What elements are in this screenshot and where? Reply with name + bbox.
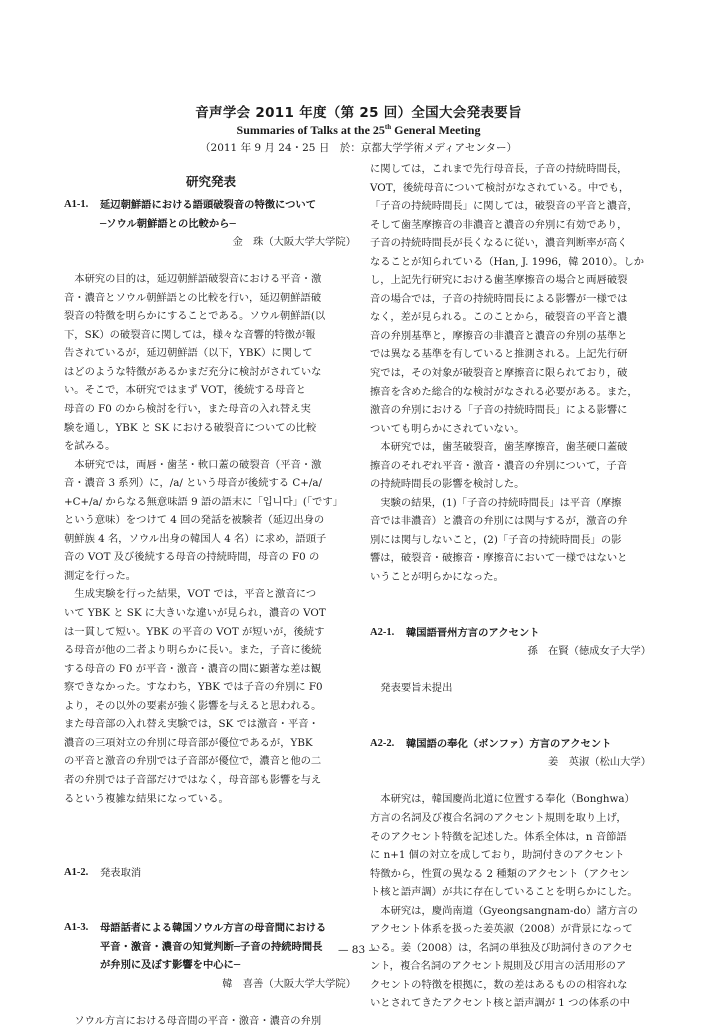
text-line: 子音の持続時間長が長くなるに従い，濃音判断率が高く	[370, 237, 628, 250]
abstract-number: A2-2.	[370, 737, 395, 749]
subtitle-superscript: th	[384, 123, 392, 131]
text-line: という意味）をつけて 4 回の発話を被験者（延辺出身の	[64, 514, 325, 527]
text-line: する母音の F0 が平音・激音・濃音の間に顕著な差は観	[64, 662, 322, 675]
abstract-a2-1	[370, 624, 653, 698]
text-line: 方言の名詞及び複合名詞のアクセント規則を取り上げ，	[370, 811, 627, 824]
abstract-heading	[64, 919, 358, 938]
text-line: 究では，その対象が破裂音と摩擦音に限られており，破	[370, 367, 628, 380]
text-line: 濃音の三項対立の弁別に母音部が優位であるが，YBK	[64, 736, 313, 749]
abstract-a2-2	[370, 735, 653, 1013]
text-line: 激音の弁別における「子音の持続時間長」による影響に	[370, 404, 628, 417]
text-line: の平音と激音の弁別では子音部が優位で，濃音と他の二	[64, 755, 322, 768]
text-line: 音の場合では，子音の持続時間長による影響が一様では	[370, 292, 628, 305]
text-line: 験を通し，YBK と SK における破裂音についての比較	[64, 421, 317, 434]
abstract-number: A2-1.	[370, 626, 395, 638]
paragraph	[370, 494, 653, 587]
paragraph-start: ソウル方言における母音間の平音・激音・濃音の弁別	[74, 1014, 322, 1027]
text-line: は一貫して短い。YBK の平音の VOT が短いが，後続す	[64, 625, 325, 638]
paragraph	[370, 438, 653, 494]
abstract-heading	[370, 735, 653, 754]
text-line: 本研究では，両唇・歯茎・軟口蓋の破裂音（平音・激	[74, 458, 322, 471]
text-line: 実験の結果，(1)「子音の持続時間長」は平音（摩擦	[380, 496, 622, 509]
abstract-heading	[64, 196, 358, 215]
text-line: 本研究の目的は，延辺朝鮮語破裂音における平音・激	[74, 273, 322, 286]
abstract-title: 発表取消	[100, 866, 142, 879]
text-line: 擦音を含めた総合的な検討がなされる必要がある。また，	[370, 385, 638, 398]
paragraph	[370, 790, 653, 901]
text-line: 音では非濃音）と濃音の弁別には関与するが，激音の弁	[370, 515, 628, 528]
abstract-author: 姜 英淑（松山大学）	[548, 756, 651, 769]
text-line: VOT，後続母音について検討がなされている。中でも，	[370, 181, 630, 194]
text-line: る母音が他の二者より明らかに長い。また，子音に後続	[64, 644, 322, 657]
text-line: 朝鮮族 4 名，ソウル出身の韓国人 4 名）に求め，語頭子	[64, 532, 327, 545]
text-line: なく，差が見られる。このことから，破裂音の平音と濃	[370, 311, 628, 324]
abstract-author: 孫 在賢（徳成女子大学）	[527, 645, 651, 658]
text-line: いうことが明らかになった。	[370, 571, 504, 584]
text-line: より，その以外の要素が強く影響を与えると思われる。	[64, 699, 322, 712]
text-line: +C+/a/ からなる無意味語 9 語の語末に「입니다」(「です」	[64, 495, 343, 508]
text-line: 告されているが，延辺朝鮮語（以下，YBK）に関して	[64, 347, 313, 360]
text-line: いる。姜（2008）は，名詞の単独及び助詞付きのアクセ	[370, 941, 633, 954]
text-line: 下，SK）の破裂音に関しては，様々な音響的特徴が報	[64, 328, 316, 341]
text-line: るという複雑な結果になっている。	[64, 792, 229, 805]
text-line: 特徴から，性質の異なる 2 種類のアクセント（アクセン	[370, 867, 630, 880]
text-line: 本研究は，韓国慶尚北道に位置する奉化（Bonghwa）	[380, 793, 635, 806]
text-line: 擦音のそれぞれ平音・激音・濃音の弁別について，子音	[370, 459, 628, 472]
text-line: クセントの特徴を根拠に，数の差はあるものの相容れな	[370, 978, 628, 991]
left-column	[64, 160, 358, 1030]
text-line: そのアクセント特徴を記述した。体系全体は，n 音節語	[370, 830, 627, 843]
text-line: 響は，破裂音・破擦音・摩擦音において一様ではないと	[370, 552, 628, 565]
text-line: ついても明らかにされていない。	[370, 422, 525, 435]
section-title: 研究発表	[185, 174, 236, 189]
paragraph-continued	[370, 160, 653, 438]
abstract-title-line: 平音・激音・濃音の知覚判断─子音の持続時間長	[100, 940, 323, 953]
abstract-author: 金 珠（大阪大学大学院）	[232, 236, 356, 249]
text-line: い。そこで，本研究ではまず VOT，後続する母音と	[64, 384, 306, 397]
text-line: 音の VOT 及び後続する母音の持続時間，母音の F0 の	[64, 551, 320, 564]
paragraph	[64, 270, 358, 455]
text-line: 本研究は，慶尚南道（Gyeongsangnam-do）諸方言の	[380, 904, 638, 917]
text-line: では異なる基準を有していると推測される。上記先行研	[370, 348, 628, 361]
page-title: 音声学会 2011 年度（第 25 回）全国大会発表要旨	[195, 105, 522, 121]
abstract-title: 延辺朝鮮語における語頭破裂音の特徴について	[100, 199, 317, 211]
abstract-number: A1-3.	[64, 922, 89, 934]
text-line: に関しては，これまで先行母音長，子音の持続時間長，	[370, 163, 628, 175]
text-line: いて YBK と SK に大きいな違いが見られ，濃音の VOT	[64, 607, 326, 620]
abstract-title: 韓国語の奉化（ボンファ）方言のアクセント	[406, 737, 612, 750]
text-line: 「子音の持続時間長」に関しては，破裂音の平音と濃音，	[370, 200, 638, 213]
text-line: を試みる。	[64, 440, 116, 453]
abstract-subtitle: ─ソウル朝鮮語との比較から─	[100, 217, 236, 230]
abstract-author: 韓 喜善（大阪大学大学院）	[222, 977, 356, 990]
text-line: いとされてきたアクセント核と語声調が 1 つの体系の中	[370, 997, 630, 1010]
text-line: に n+1 個の対立を成しており，助詞付きのアクセント	[370, 849, 625, 862]
abstract-a1-3	[64, 919, 358, 1030]
text-line: 測定を行った。	[64, 569, 137, 582]
text-line: 音・濃音 3 系列）に，/a/ という母音が後続する C+/a/	[64, 477, 322, 490]
text-line: 察できなかった。すなわち，YBK では子音の弁別に F0	[64, 681, 323, 694]
paragraph	[370, 902, 653, 1013]
text-line: 母音の F0 のから検討を行い，また母音の入れ替え実	[64, 403, 311, 416]
page-number: — 83 —	[337, 944, 380, 956]
text-line: アクセント体系を扱った姜英淑（2008）が背景になって	[370, 923, 633, 936]
text-line: なることが知られている（Han, J. 1996，韓 2010）。しか	[370, 255, 645, 268]
text-line: 生成実験を行った結果，VOT では，平音と激音につ	[74, 588, 317, 601]
text-line: 音・濃音とソウル朝鮮語との比較を行い，延辺朝鮮語破	[64, 291, 322, 304]
text-line: そして歯茎摩擦音の非濃音と濃音の弁別に有効であり，	[370, 218, 628, 231]
text-line: 本研究では，歯茎破裂音，歯茎摩擦音，歯茎硬口蓋破	[380, 441, 628, 454]
right-column	[370, 160, 653, 1013]
abstract-title: 母語話者による韓国ソウル方言の母音間における	[100, 922, 327, 935]
abstract-body: 発表要旨未提出	[380, 682, 453, 695]
text-line: ント，複合名詞のアクセント規則及び用言の活用形のア	[370, 960, 627, 973]
abstract-heading	[370, 624, 653, 643]
abstract-a1-1	[64, 196, 358, 808]
abstract-a1-2	[64, 864, 358, 883]
page-subtitle	[0, 123, 717, 138]
page-date: （2011 年 9 月 24・25 日 於：京都大学学術メディアセンター）	[200, 142, 517, 154]
abstract-title-line: が弁別に及ぼす影響を中心に─	[100, 959, 241, 972]
abstract-number: A1-1.	[64, 199, 89, 210]
subtitle-text: Summaries of Talks at the 25	[236, 123, 385, 137]
text-line: 音の弁別基準と，摩擦音の非濃音と濃音の弁別の基準と	[370, 329, 628, 342]
text-line: し，上記先行研究における歯茎摩擦音の場合と両唇破裂	[370, 274, 628, 287]
text-line: ト核と語声調）が共に存在していることを明らかにした。	[370, 886, 638, 899]
abstract-number: A1-2.	[64, 866, 89, 878]
subtitle-text-end: General Meeting	[391, 123, 481, 137]
text-line: また母音部の入れ替え実験では，SK では激音・平音・	[64, 718, 319, 731]
abstract-title: 韓国語晋州方言のアクセント	[406, 626, 540, 639]
text-line: の持続時間長の影響を検討した。	[370, 478, 525, 491]
text-line: 裂音の特徴を明らかにすることである。ソウル朝鮮語(以	[64, 310, 326, 323]
paragraph	[64, 456, 358, 586]
paragraph	[64, 585, 358, 808]
text-line: はどのような特徴があるかまだ充分に検討がされていな	[64, 365, 322, 378]
text-line: 別には関与しないこと，(2)「子音の持続時間長」の影	[370, 533, 622, 546]
text-line: 者の弁別では子音部だけではなく，母音部も影響を与え	[64, 773, 322, 786]
